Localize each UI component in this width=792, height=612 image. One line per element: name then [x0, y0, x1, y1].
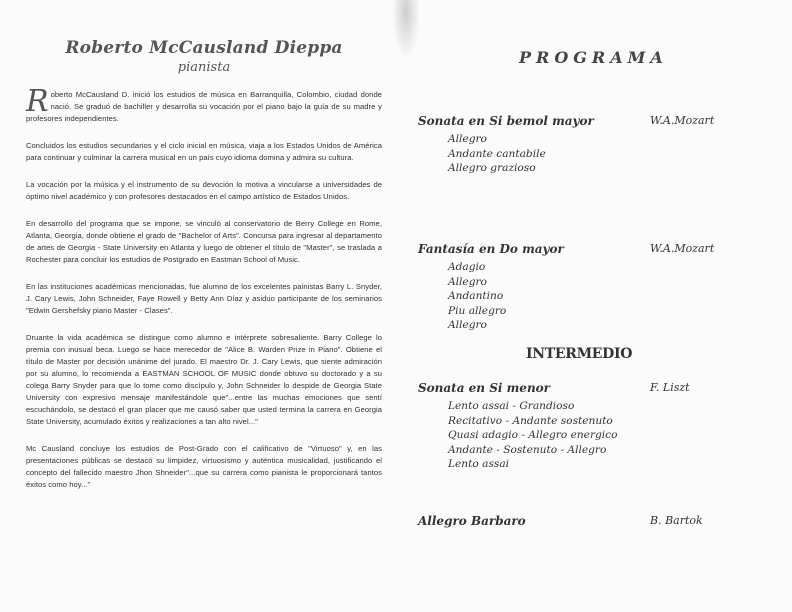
work-composer: F. Liszt: [650, 381, 690, 394]
work-title: Sonata en Si bemol mayor: [418, 114, 594, 128]
bio-paragraph-1-text: oberto McCausland D. inició los estudios de música en Barranquilla, Colombio, ciudad donde nació. Se graduó de bachiller y desarrolla su vocación por el piano bajo la guía de su madre y profesores independientes.: [26, 90, 382, 123]
movement: Allegro: [448, 319, 487, 331]
program-work-1: [418, 114, 768, 176]
bio-paragraph-5: En las instituciones académicas mencionadas, fue alumno de los excelentes painistas Barry L. Snyder, J. Cary Lewis, John Schneider, Faye Rowell y Betty Ann Díaz y asiduo participante de los seminarios "Edwin Gershefsky piano Master - Clases".: [26, 282, 382, 315]
bio-paragraph-2: Concluidos los estudios secundarios y el ciclo inicial en música, viaja a los Estados Unidos de América para continuar y culminar la carrera musical en un país cuyo idioma domina y admira su cultura.: [26, 141, 382, 162]
movement-list: [448, 132, 768, 176]
movement: Allegro: [448, 133, 487, 145]
intermission-heading: INTERMEDIO: [526, 346, 633, 362]
movement: Andantino: [448, 290, 504, 302]
movement: Recitativo - Andante sostenuto: [448, 414, 613, 427]
program-work-3: [418, 381, 768, 472]
work-title: Fantasía en Do mayor: [418, 242, 564, 256]
movement: Quasi adagio - Allegro energico: [448, 429, 618, 441]
movement: Adagio: [448, 261, 486, 273]
movement: Andante cantabile: [448, 147, 546, 160]
movement: Lento assai: [448, 458, 510, 470]
drop-cap: R: [26, 84, 49, 119]
program-work-2: [418, 242, 768, 333]
movement-list: [448, 260, 768, 333]
bio-paragraph-4: En desarrollo del programa que se impone, se vinculó al conservatorio de Berry College en Rome, Atlanta, Georgia, donde obtiene el grado de "Bachelor of Arts". Concursa para ingresar al departamento de artes de Georgia - State University en Atlanta y luego de obtener el título de "Master", se traslada a Rochester para concluir los estudios de Postgrado en Eastman School of Music.: [26, 219, 382, 264]
work-composer: B. Bartok: [650, 514, 703, 527]
movement: Piu allegro: [448, 304, 507, 317]
program-title: PROGRAMA: [519, 48, 668, 67]
work-composer: W.A.Mozart: [650, 114, 715, 127]
movement: Allegro: [448, 275, 487, 288]
work-composer: W.A.Mozart: [650, 242, 715, 255]
movement: Andante - Sostenuto - Allegro: [448, 443, 607, 456]
performer-name: Roberto McCausland Dieppa: [65, 38, 343, 58]
movement-list: [448, 399, 768, 472]
bio-paragraph-7: Mc Causland concluye los estudios de Post-Grado con el calificativo de "Virtuoso" y, en las presentaciones públicas se destacó su limpidez, virtuosismo y auténtica musicalidad, justificando el concepto del fallecido maestro Jhon Shneider"...que su carrera como pianista le proporcionará tantos éxitos como hoy...": [26, 444, 382, 489]
bio-paragraph-3: La vocación por la música y el instrumento de su devoción lo motiva a vincularse a universidades de óptimo nivel académico y con profesores destacados en el campo artístico de Estados Unidos.: [26, 180, 382, 201]
bio-paragraph-6: Druante la vida académica se distingue como alumno e intérprete sobresaliente. Barry College lo premia con inusual beca. Luego se hace merecedor de "Alice B. Warden Prize in Piano". Obtiene el título de Master por decisión unánime del jurado. El maestro Dr. J. Cary Lewis, que siente admiración por su alumno, lo recomienda a EASTMAN SCHOOL OF MUSIC donde obtuvo su doctorado y a su colega Barry Snyder para que lo tome como discípulo y, John Schneider lo despide de Georgia State University con expresivo mensaje manifestándole que"...entre las muchas emociones que sentí escuchándolo, se destacó el gran placer que me causó saber que usted termina la carrera en Georgia State University, acumulado éxitos y realizaciones a tan alto nivel...": [26, 333, 382, 426]
bio-paragraph-1: [26, 84, 382, 125]
fold-shadow: [392, 0, 420, 60]
performer-role: pianista: [177, 60, 231, 75]
program-work-4: [418, 514, 768, 528]
movement: Allegro grazioso: [448, 162, 536, 174]
work-title: Allegro Barbaro: [418, 514, 526, 528]
movement: Lento assai - Grandioso: [448, 400, 575, 412]
work-title: Sonata en Si menor: [418, 381, 550, 395]
biography-column: [26, 38, 382, 506]
